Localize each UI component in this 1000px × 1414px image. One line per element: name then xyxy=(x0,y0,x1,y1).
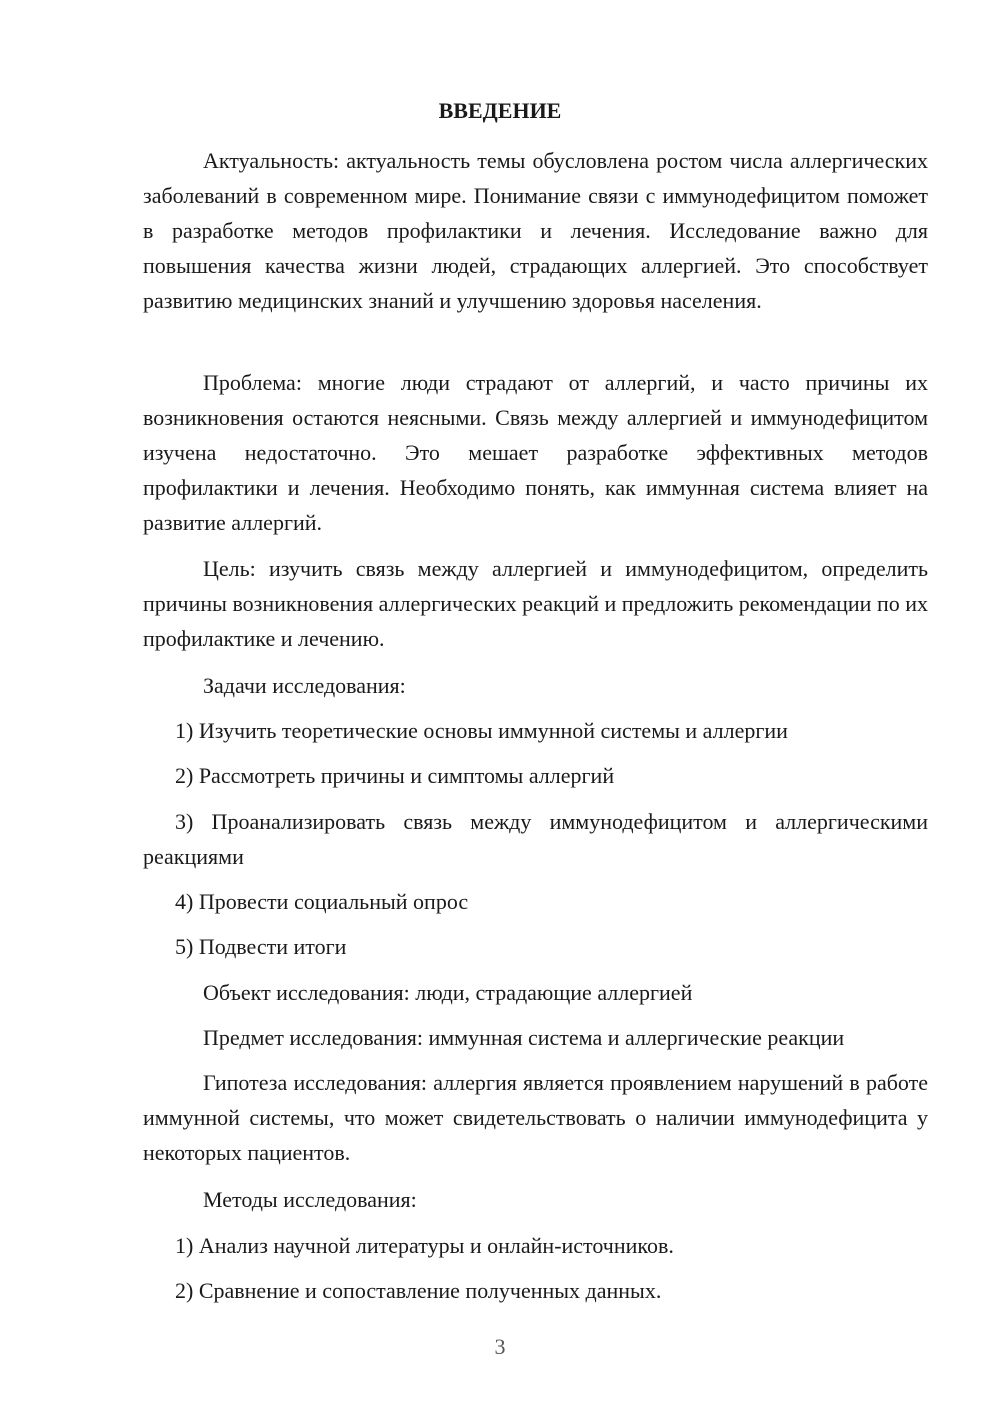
research-object: Объект исследования: люди, страдающие аллергией xyxy=(203,980,693,1005)
method-item-2: 2) Сравнение и сопоставление полученных данных. xyxy=(175,1278,662,1303)
page-number: 3 xyxy=(494,1334,506,1359)
task-item-3: 3) Проанализировать связь между иммунодефицитом и аллергическими реакциями xyxy=(143,809,928,869)
paragraph-hypothesis: Гипотеза исследования: аллергия является проявлением нарушений в работе иммунной системы, что может свидетельствовать о наличии иммунодефицита у некоторых пациентов. xyxy=(143,1070,928,1165)
methods-heading: Методы исследования: xyxy=(203,1187,417,1212)
paragraph-relevance: Актуальность: актуальность темы обусловлена ростом числа аллергических заболеваний в современном мире. Понимание связи с иммунодефицитом поможет в разработке методов профилактики и лечения. Исследование важно для повышения качества жизни людей, страдающих аллергией. Это способствует развитию медицинских знаний и улучшению здоровья населения. xyxy=(143,148,928,313)
task-item-5: 5) Подвести итоги xyxy=(175,934,347,959)
research-subject: Предмет исследования: иммунная система и аллергические реакции xyxy=(203,1025,845,1050)
method-item-1: 1) Анализ научной литературы и онлайн-источников. xyxy=(175,1233,674,1258)
paragraph-problem: Проблема: многие люди страдают от аллергий, и часто причины их возникновения остаются неясными. Связь между аллергией и иммунодефицитом изучена недостаточно. Это мешает разработке эффективных методов профилактики и лечения. Необходимо понять, как иммунная система влияет на развитие аллергий. xyxy=(143,370,928,535)
page-title: ВВЕДЕНИЕ xyxy=(438,98,562,123)
paragraph-goal: Цель: изучить связь между аллергией и иммунодефицитом, определить причины возникновения аллергических реакций и предложить рекомендации по их профилактике и лечению. xyxy=(143,556,928,651)
tasks-heading: Задачи исследования: xyxy=(203,673,406,698)
task-item-1: 1) Изучить теоретические основы иммунной системы и аллергии xyxy=(175,718,788,743)
task-item-2: 2) Рассмотреть причины и симптомы аллергий xyxy=(175,763,615,788)
task-item-4: 4) Провести социальный опрос xyxy=(175,889,469,914)
